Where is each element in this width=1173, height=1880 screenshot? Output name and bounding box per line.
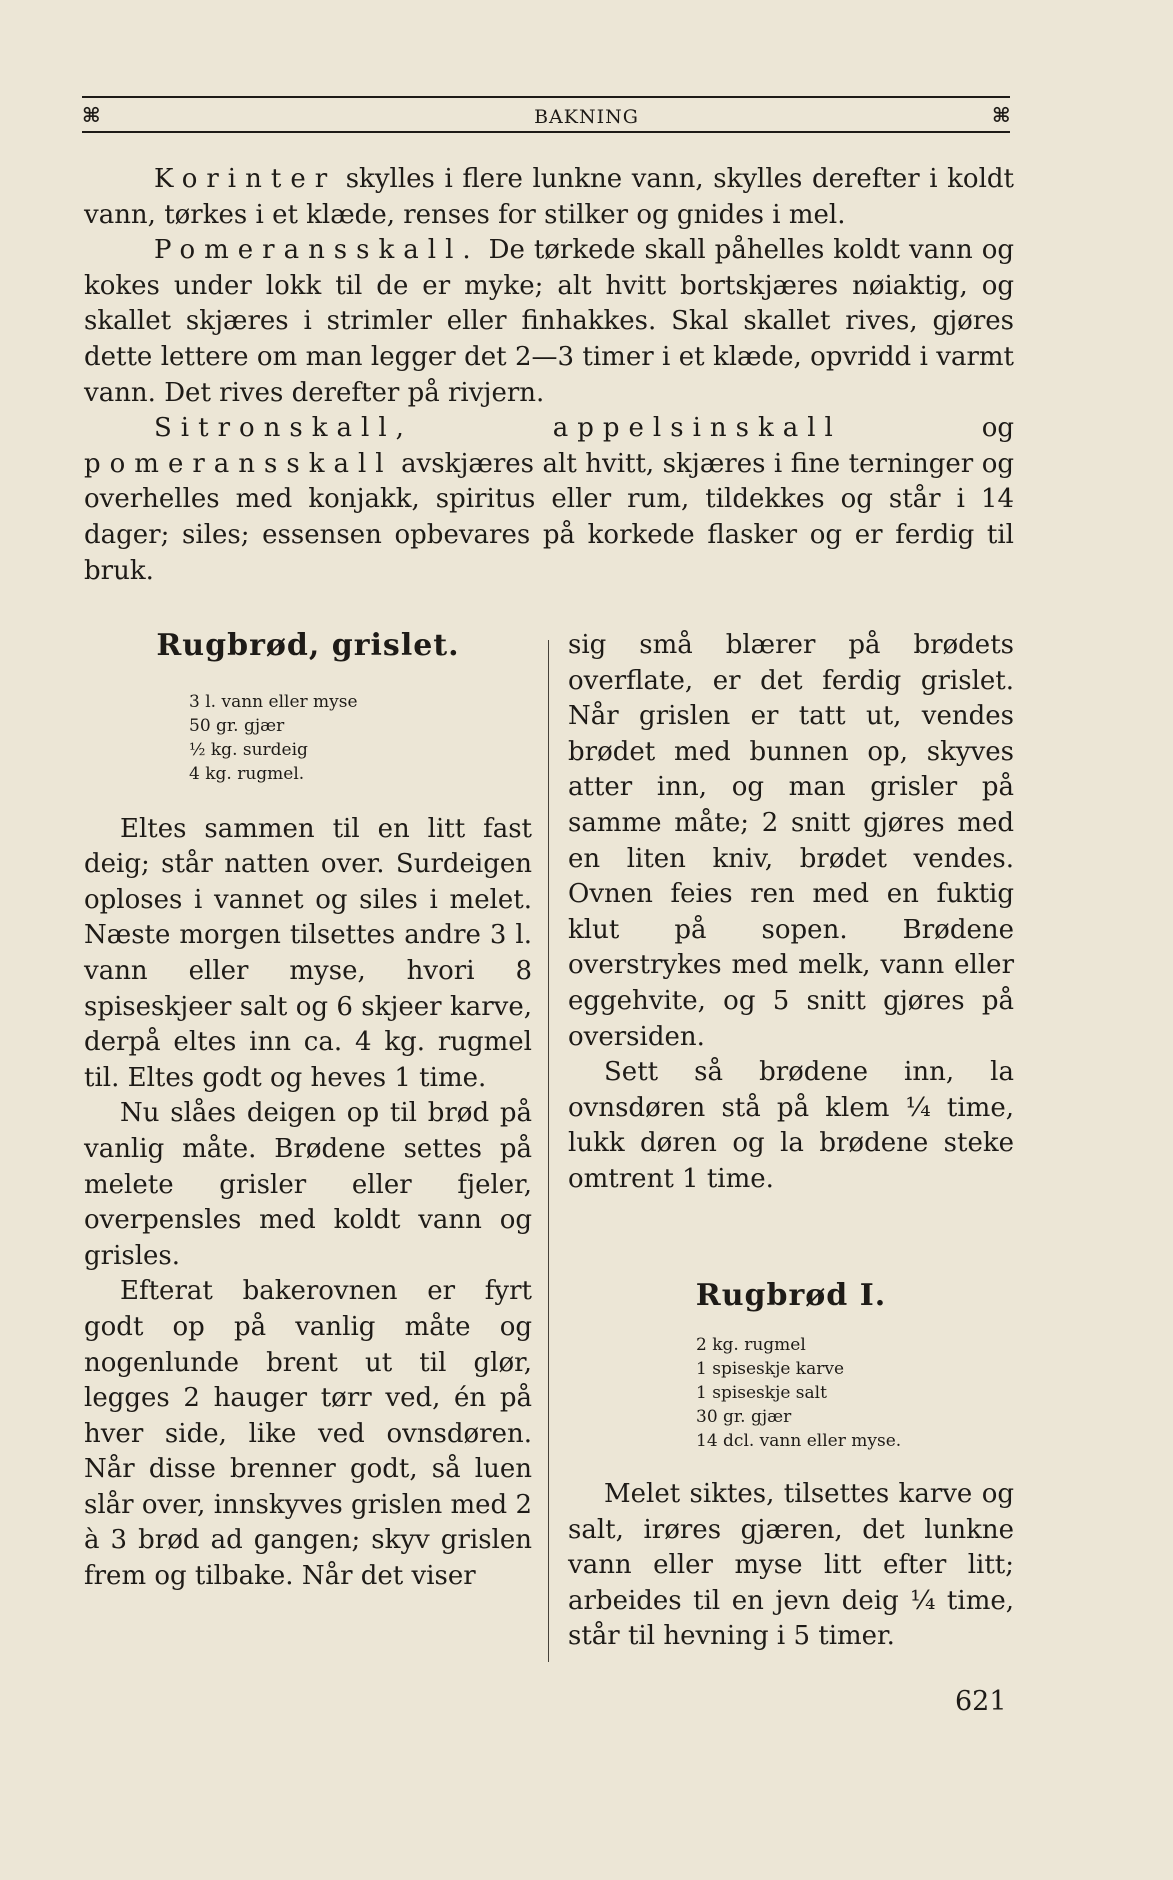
recipe-paragraph: Efterat bakerovnen er fyrt godt op på vanlig måte og nogenlunde brent ut til glør, legges 2 hauger tørr ved, én på hver side, like ved ovnsdøren. Når disse brenner godt, så luen slår over, innskyves grislen med 2 à 3 brød ad gangen; skyv grislen frem og tilbake. Når det viser [84,1276,532,1592]
intro-paragraph-sitronskall: Sitronskall, appelsinskall og pomeransskall avskjæres alt hvitt, skjæres i fine terninger og overhelles med konjakk, spiritus eller rum, tildekkes og står i 14 dager; siles; essensen opbevares på korkede flasker og er ferdig til bruk. [84,413,1015,586]
spaced-term: Sitronskall, [154,413,413,444]
recipe-paragraph: Nu slåes deigen op til brød på vanlig måte. Brødene settes på melete grisler eller fjeler, overpensles med koldt vann og grisles. [84,1098,532,1271]
recipe-title-rugbrod-grislet: Rugbrød, grislet. [156,628,460,663]
ingredient-item: 2 kg. rugmel [696,1335,806,1356]
ingredient-item: ½ kg. surdeig [189,739,308,760]
intro-section [84,162,1014,589]
spaced-term: Pomeransskall. [154,235,480,266]
recipe-paragraph: Sett så brødene inn, la ovnsdøren stå på klem ¼ time, lukk døren og la brødene steke omtrent 1 time. [568,1057,1014,1194]
page-number: 621 [955,1686,1007,1717]
recipe-paragraph: Eltes sammen til en litt fast deig; står natten over. Surdeigen oploses i vannet og siles i melet. Næste morgen tilsettes andre 3 l. vann eller myse, hvori 8 spiseskjeer salt og 6 skjeer karve, derpå eltes inn ca. 4 kg. rugmel til. Eltes godt og heves 1 time. [84,813,532,1093]
intro-paragraph-korinter: Korinter skylles i flere lunkne vann, skylles derefter i koldt vann, tørkes i et klæde, renses for stilker og gnides i mel. [84,164,1014,230]
ingredient-list [189,690,532,786]
ingredient-item: 1 spiseskje salt [696,1383,827,1404]
ingredient-item: 3 l. vann eller myse [189,691,358,712]
ingredient-item: 30 gr. gjær [696,1407,792,1428]
left-column [84,628,532,1595]
ingredient-item: 50 gr. gjær [189,715,285,736]
column-divider [548,640,549,1662]
recipe-paragraph-continued: sig små blærer på brødets overflate, er det ferdig grislet. Når grislen er tatt ut, vendes brødet med bunnen op, skyves atter inn, og man grisler på samme måte; 2 snitt gjøres med en liten kniv, brødet vendes. Ovnen feies ren med en fuktig klut på sopen. Brødene overstrykes med melk, vann eller eggehvite, og 5 snitt gjøres på oversiden. [568,630,1014,1052]
header-left-ornament: ⌘ [82,103,101,127]
recipe-title-rugbrod-1: Rugbrød I. [695,1277,887,1313]
header-right-ornament: ⌘ [992,103,1011,127]
ingredient-list [696,1333,1014,1453]
header-top-rule [82,96,1010,98]
spaced-term: pomeransskall [84,448,393,479]
intro-paragraph-pomeransskall: Pomeransskall. De tørkede skall påhelles koldt vann og kokes under lokk til de er myke; alt hvitt bortskjæres nøiaktig, og skallet skjæres i strimler eller finhakkes. Skal skallet rives, gjøres dette lettere om man legger det 2—3 timer i et klæde, opvridd i varmt vann. Det rives derefter på rivjern. [84,235,1014,408]
spaced-term: Korinter [154,164,337,194]
ingredient-item: 4 kg. rugmel. [189,763,305,784]
recipe-paragraph: Melet siktes, tilsettes karve og salt, irøres gjæren, det lunkne vann eller myse litt efter litt; arbeides til en jevn deig ¼ time, står til hevning i 5 timer. [568,1479,1014,1652]
running-header-title: BAKNING [534,106,639,128]
right-column [568,628,1014,1655]
ingredient-item: 14 dcl. vann eller myse. [696,1431,902,1452]
header-bottom-rule [82,131,1010,133]
spaced-term: appelsinskall [552,413,842,444]
ingredient-item: 1 spiseskje karve [696,1359,845,1380]
